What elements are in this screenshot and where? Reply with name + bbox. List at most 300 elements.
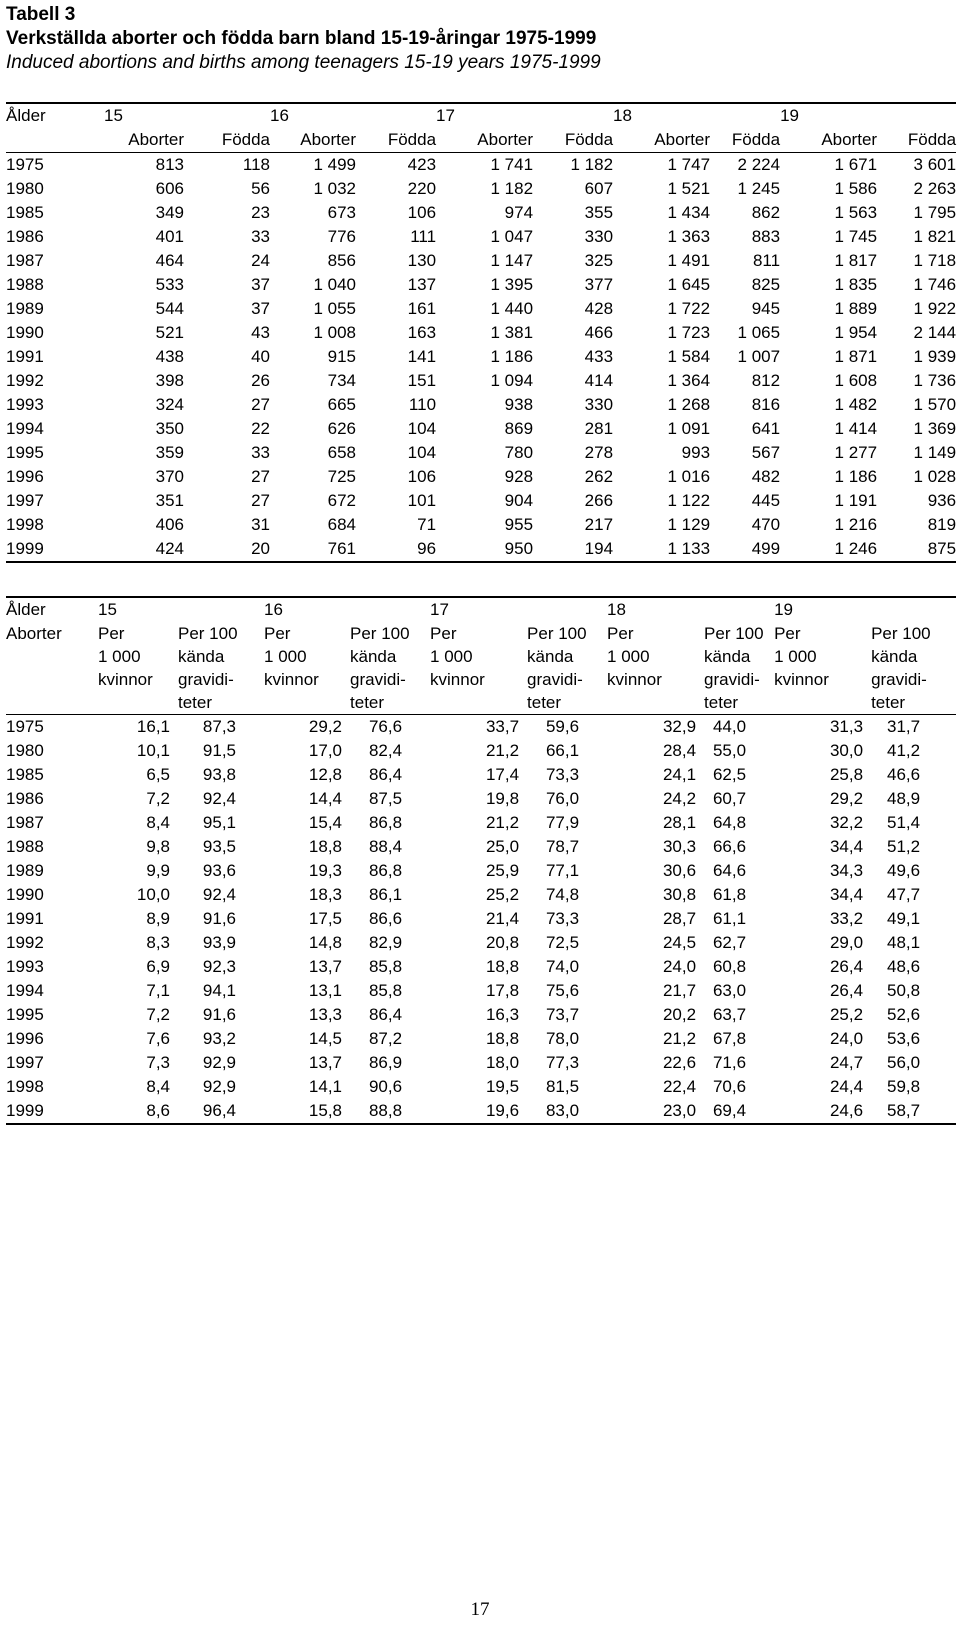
rate-cell: 81,5 bbox=[545, 1077, 580, 1096]
rate-cell: 33,2 bbox=[829, 909, 864, 928]
year-cell: 1990 bbox=[6, 323, 44, 342]
rate-cell: 31,3 bbox=[829, 717, 864, 736]
value-cell: 974 bbox=[504, 203, 534, 222]
value-cell: 482 bbox=[751, 467, 781, 486]
per-100-header: gravidi- bbox=[350, 670, 406, 689]
value-cell: 1 091 bbox=[667, 419, 711, 438]
table-row bbox=[6, 763, 956, 787]
value-cell: 1 723 bbox=[667, 323, 711, 342]
value-cell: 56 bbox=[251, 179, 271, 198]
table-row bbox=[6, 513, 956, 537]
rate-cell: 66,6 bbox=[712, 837, 747, 856]
year-cell: 1998 bbox=[6, 1077, 44, 1096]
value-cell: 330 bbox=[584, 395, 614, 414]
value-cell: 533 bbox=[155, 275, 184, 294]
value-cell: 1 055 bbox=[313, 299, 357, 318]
measure-header: Födda bbox=[877, 128, 956, 153]
rate-cell: 7,3 bbox=[146, 1053, 170, 1072]
rate-cell: 30,6 bbox=[662, 861, 697, 880]
per-100-header: kända bbox=[871, 647, 918, 666]
value-cell: 672 bbox=[327, 491, 357, 510]
value-cell: 1 094 bbox=[490, 371, 534, 390]
rate-cell: 8,6 bbox=[146, 1101, 170, 1120]
per-1000-header: 1 000 bbox=[264, 647, 307, 666]
rate-cell: 17,0 bbox=[308, 741, 343, 760]
table-row bbox=[6, 859, 956, 883]
rate-cell: 56,0 bbox=[886, 1053, 921, 1072]
rate-cell: 12,8 bbox=[308, 765, 343, 784]
value-cell: 26 bbox=[251, 371, 271, 390]
rate-cell: 85,8 bbox=[368, 981, 403, 1000]
year-cell: 1991 bbox=[6, 347, 44, 366]
rate-cell: 72,5 bbox=[545, 933, 580, 952]
rate-cell: 15,4 bbox=[308, 813, 343, 832]
year-cell: 1994 bbox=[6, 981, 44, 1000]
rate-cell: 60,7 bbox=[712, 789, 747, 808]
value-cell: 1 016 bbox=[667, 467, 711, 486]
value-cell: 684 bbox=[327, 515, 357, 534]
value-cell: 33 bbox=[251, 227, 271, 246]
per-1000-header: kvinnor bbox=[607, 670, 662, 689]
value-cell: 1 186 bbox=[834, 467, 878, 486]
value-cell: 1 245 bbox=[737, 179, 781, 198]
rate-cell: 24,4 bbox=[829, 1077, 864, 1096]
per-1000-header: kvinnor bbox=[98, 670, 153, 689]
per-100-header: Per 100 bbox=[350, 624, 410, 643]
value-cell: 1 364 bbox=[667, 371, 711, 390]
per-100-header: Per 100 bbox=[527, 624, 587, 643]
year-cell: 1980 bbox=[6, 741, 44, 760]
year-cell: 1998 bbox=[6, 515, 44, 534]
table-row bbox=[6, 177, 956, 201]
rate-cell: 61,8 bbox=[712, 885, 747, 904]
header-spacer bbox=[6, 668, 98, 691]
rate-cell: 47,7 bbox=[886, 885, 921, 904]
value-cell: 1 246 bbox=[834, 539, 878, 558]
value-cell: 1 363 bbox=[667, 227, 711, 246]
rate-cell: 93,2 bbox=[202, 1029, 237, 1048]
rate-cell: 87,2 bbox=[368, 1029, 403, 1048]
value-cell: 1 129 bbox=[667, 515, 711, 534]
value-cell: 104 bbox=[407, 419, 437, 438]
value-cell: 606 bbox=[155, 179, 184, 198]
per-1000-header bbox=[774, 691, 871, 715]
rate-cell: 73,3 bbox=[545, 909, 580, 928]
value-cell: 470 bbox=[751, 515, 781, 534]
per-1000-header: Per bbox=[607, 624, 634, 643]
value-cell: 325 bbox=[584, 251, 614, 270]
rate-cell: 62,5 bbox=[712, 765, 747, 784]
value-cell: 1 032 bbox=[313, 179, 357, 198]
value-cell: 71 bbox=[417, 515, 437, 534]
value-cell: 1 795 bbox=[913, 203, 957, 222]
value-cell: 1 149 bbox=[913, 443, 957, 462]
rate-cell: 88,4 bbox=[368, 837, 403, 856]
rate-cell: 74,8 bbox=[545, 885, 580, 904]
value-cell: 1 570 bbox=[913, 395, 957, 414]
rate-cell: 25,2 bbox=[485, 885, 520, 904]
value-cell: 104 bbox=[407, 443, 437, 462]
value-cell: 1 395 bbox=[490, 275, 534, 294]
value-cell: 499 bbox=[751, 539, 781, 558]
table-row bbox=[6, 249, 956, 273]
rate-header-row bbox=[6, 668, 956, 691]
table-row bbox=[6, 1099, 956, 1124]
table-row bbox=[6, 931, 956, 955]
table-row bbox=[6, 321, 956, 345]
rate-cell: 85,8 bbox=[368, 957, 403, 976]
year-cell: 1989 bbox=[6, 299, 44, 318]
rate-cell: 21,7 bbox=[662, 981, 697, 1000]
year-cell: 1986 bbox=[6, 227, 44, 246]
rate-cell: 58,7 bbox=[886, 1101, 921, 1120]
per-100-header: kända bbox=[178, 647, 225, 666]
value-cell: 37 bbox=[251, 299, 271, 318]
value-cell: 1 122 bbox=[667, 491, 711, 510]
age-label: Ålder bbox=[6, 600, 46, 619]
year-cell: 1988 bbox=[6, 275, 44, 294]
value-cell: 1 182 bbox=[490, 179, 534, 198]
value-cell: 1 491 bbox=[667, 251, 711, 270]
year-cell: 1985 bbox=[6, 765, 44, 784]
rate-cell: 86,8 bbox=[368, 861, 403, 880]
rate-cell: 77,9 bbox=[545, 813, 580, 832]
rate-cell: 29,0 bbox=[829, 933, 864, 952]
per-1000-header: 1 000 bbox=[607, 647, 650, 666]
value-cell: 406 bbox=[155, 515, 184, 534]
rate-cell: 55,0 bbox=[712, 741, 747, 760]
value-cell: 1 584 bbox=[667, 347, 711, 366]
year-cell: 1992 bbox=[6, 933, 44, 952]
value-cell: 1 817 bbox=[834, 251, 878, 270]
rate-cell: 70,6 bbox=[712, 1077, 747, 1096]
rate-cell: 77,1 bbox=[545, 861, 580, 880]
value-cell: 1 414 bbox=[834, 419, 878, 438]
value-cell: 1 835 bbox=[834, 275, 878, 294]
value-cell: 424 bbox=[155, 539, 184, 558]
per-100-header: kända bbox=[704, 647, 751, 666]
rate-cell: 94,1 bbox=[202, 981, 237, 1000]
rate-cell: 34,4 bbox=[829, 837, 864, 856]
year-cell: 1988 bbox=[6, 837, 44, 856]
year-cell: 1999 bbox=[6, 539, 44, 558]
rate-cell: 8,3 bbox=[146, 933, 170, 952]
rate-cell: 82,9 bbox=[368, 933, 403, 952]
table-title-english: Induced abortions and births among teenagers 15-19 years 1975-1999 bbox=[6, 52, 601, 73]
rate-cell: 13,7 bbox=[308, 957, 343, 976]
value-cell: 1 133 bbox=[667, 539, 711, 558]
value-cell: 1 939 bbox=[913, 347, 957, 366]
per-100-header: Per 100 bbox=[704, 624, 764, 643]
rate-cell: 19,6 bbox=[485, 1101, 520, 1120]
value-cell: 1 722 bbox=[667, 299, 711, 318]
value-cell: 819 bbox=[927, 515, 957, 534]
value-cell: 869 bbox=[504, 419, 534, 438]
per-100-header: teter bbox=[527, 691, 607, 715]
rate-cell: 96,4 bbox=[202, 1101, 237, 1120]
value-cell: 928 bbox=[504, 467, 534, 486]
value-cell: 607 bbox=[584, 179, 614, 198]
year-cell: 1999 bbox=[6, 1101, 44, 1120]
rate-cell: 22,4 bbox=[662, 1077, 697, 1096]
year-cell: 1996 bbox=[6, 467, 44, 486]
table-row bbox=[6, 225, 956, 249]
value-cell: 2 263 bbox=[913, 179, 957, 198]
value-cell: 1 821 bbox=[913, 227, 957, 246]
per-100-header: kända bbox=[527, 647, 574, 666]
age-group-17: 17 bbox=[430, 600, 449, 619]
rate-cell: 16,1 bbox=[136, 717, 170, 736]
value-cell: 40 bbox=[251, 347, 271, 366]
per-1000-header: 1 000 bbox=[430, 647, 473, 666]
table-row bbox=[6, 1075, 956, 1099]
year-cell: 1994 bbox=[6, 419, 44, 438]
value-cell: 1 741 bbox=[490, 155, 534, 174]
value-cell: 816 bbox=[751, 395, 781, 414]
rate-cell: 24,5 bbox=[662, 933, 697, 952]
rate-cell: 24,2 bbox=[662, 789, 697, 808]
age-group-19: 19 bbox=[774, 600, 793, 619]
rate-cell: 18,0 bbox=[485, 1053, 520, 1072]
rate-cell: 8,4 bbox=[146, 813, 170, 832]
rate-cell: 28,4 bbox=[662, 741, 697, 760]
value-cell: 993 bbox=[681, 443, 711, 462]
value-cell: 445 bbox=[751, 491, 781, 510]
year-cell: 1985 bbox=[6, 203, 44, 222]
table-row bbox=[6, 787, 956, 811]
value-cell: 1 008 bbox=[313, 323, 357, 342]
value-cell: 673 bbox=[327, 203, 357, 222]
rate-cell: 31,7 bbox=[886, 717, 921, 736]
rate-cell: 86,9 bbox=[368, 1053, 403, 1072]
value-cell: 1 608 bbox=[834, 371, 878, 390]
rate-cell: 19,3 bbox=[308, 861, 343, 880]
value-cell: 1 381 bbox=[490, 323, 534, 342]
value-cell: 955 bbox=[504, 515, 534, 534]
value-cell: 567 bbox=[751, 443, 781, 462]
per-100-header: teter bbox=[704, 691, 774, 715]
measure-header-row bbox=[6, 128, 956, 153]
rate-cell: 28,7 bbox=[662, 909, 697, 928]
table-row bbox=[6, 273, 956, 297]
value-cell: 22 bbox=[251, 419, 271, 438]
value-cell: 43 bbox=[251, 323, 271, 342]
rate-cell: 87,5 bbox=[368, 789, 403, 808]
value-cell: 2 224 bbox=[737, 155, 781, 174]
value-cell: 350 bbox=[155, 419, 184, 438]
rate-cell: 7,2 bbox=[146, 789, 170, 808]
value-cell: 20 bbox=[251, 539, 271, 558]
value-cell: 1 645 bbox=[667, 275, 711, 294]
rate-cell: 30,8 bbox=[662, 885, 697, 904]
value-cell: 351 bbox=[155, 491, 184, 510]
measure-header: Aborter bbox=[270, 128, 356, 153]
value-cell: 23 bbox=[251, 203, 271, 222]
value-cell: 521 bbox=[155, 323, 184, 342]
per-1000-header: 1 000 bbox=[774, 647, 817, 666]
rate-cell: 10,1 bbox=[136, 741, 170, 760]
per-100-header: teter bbox=[178, 691, 264, 715]
value-cell: 433 bbox=[584, 347, 614, 366]
value-cell: 110 bbox=[408, 395, 437, 414]
value-cell: 1 586 bbox=[834, 179, 878, 198]
value-cell: 1 671 bbox=[834, 155, 878, 174]
rate-cell: 92,4 bbox=[202, 885, 237, 904]
measure-header: Aborter bbox=[104, 128, 184, 153]
value-cell: 370 bbox=[155, 467, 184, 486]
rate-cell: 93,5 bbox=[202, 837, 237, 856]
rate-cell: 19,5 bbox=[485, 1077, 520, 1096]
age-group-18: 18 bbox=[607, 600, 626, 619]
rate-cell: 14,1 bbox=[308, 1077, 343, 1096]
rate-cell: 9,9 bbox=[146, 861, 170, 880]
per-1000-header: Per bbox=[774, 624, 801, 643]
per-100-header: gravidi- bbox=[527, 670, 583, 689]
value-cell: 904 bbox=[504, 491, 534, 510]
rate-cell: 13,7 bbox=[308, 1053, 343, 1072]
value-cell: 398 bbox=[155, 371, 184, 390]
age-group-15: 15 bbox=[98, 600, 117, 619]
value-cell: 658 bbox=[327, 443, 357, 462]
rate-cell: 92,4 bbox=[202, 789, 237, 808]
value-cell: 1 746 bbox=[913, 275, 957, 294]
value-cell: 24 bbox=[251, 251, 271, 270]
rate-cell: 25,0 bbox=[485, 837, 520, 856]
table-row bbox=[6, 441, 956, 465]
per-100-header: Per 100 bbox=[871, 624, 931, 643]
value-cell: 1 871 bbox=[834, 347, 878, 366]
value-cell: 1 047 bbox=[490, 227, 534, 246]
age-label: Ålder bbox=[6, 106, 46, 125]
year-cell: 1990 bbox=[6, 885, 44, 904]
value-cell: 725 bbox=[327, 467, 357, 486]
rate-cell: 77,3 bbox=[545, 1053, 580, 1072]
rate-cell: 25,8 bbox=[829, 765, 864, 784]
rate-cell: 18,8 bbox=[485, 957, 520, 976]
value-cell: 1 277 bbox=[834, 443, 878, 462]
year-cell: 1980 bbox=[6, 179, 44, 198]
value-cell: 130 bbox=[407, 251, 437, 270]
rate-cell: 51,4 bbox=[886, 813, 921, 832]
year-cell: 1993 bbox=[6, 395, 44, 414]
rate-cell: 73,7 bbox=[545, 1005, 580, 1024]
rate-cell: 7,1 bbox=[146, 981, 170, 1000]
year-cell: 1992 bbox=[6, 371, 44, 390]
value-cell: 1 745 bbox=[834, 227, 878, 246]
value-cell: 111 bbox=[410, 227, 437, 246]
value-cell: 1 747 bbox=[667, 155, 711, 174]
table-row bbox=[6, 739, 956, 763]
year-cell: 1996 bbox=[6, 1029, 44, 1048]
value-cell: 324 bbox=[155, 395, 184, 414]
header-spacer bbox=[6, 645, 98, 668]
rate-cell: 86,4 bbox=[368, 1005, 403, 1024]
value-cell: 1 736 bbox=[913, 371, 957, 390]
per-1000-header: 1 000 bbox=[98, 647, 141, 666]
table-row bbox=[6, 1027, 956, 1051]
value-cell: 27 bbox=[251, 395, 271, 414]
year-column-header bbox=[6, 128, 104, 153]
rate-cell: 24,0 bbox=[829, 1029, 864, 1048]
rate-cell: 91,6 bbox=[202, 1005, 237, 1024]
rate-cell: 9,8 bbox=[146, 837, 170, 856]
value-cell: 163 bbox=[407, 323, 437, 342]
age-group-15: 15 bbox=[104, 106, 123, 125]
value-cell: 438 bbox=[155, 347, 184, 366]
value-cell: 281 bbox=[584, 419, 614, 438]
value-cell: 936 bbox=[927, 491, 957, 510]
rate-cell: 20,8 bbox=[485, 933, 520, 952]
age-group-19: 19 bbox=[780, 106, 799, 125]
year-cell: 1995 bbox=[6, 1005, 44, 1024]
rate-cell: 30,3 bbox=[662, 837, 697, 856]
value-cell: 1 563 bbox=[834, 203, 878, 222]
value-cell: 1 028 bbox=[913, 467, 957, 486]
value-cell: 1 216 bbox=[834, 515, 878, 534]
table-title-swedish: Verkställda aborter och födda barn bland 15-19-åringar 1975-1999 bbox=[6, 28, 597, 49]
rate-header-row bbox=[6, 691, 956, 715]
rate-cell: 49,6 bbox=[886, 861, 921, 880]
value-cell: 1 191 bbox=[834, 491, 878, 510]
age-header-row bbox=[6, 103, 956, 128]
rate-cell: 13,3 bbox=[308, 1005, 343, 1024]
value-cell: 641 bbox=[751, 419, 781, 438]
year-cell: 1989 bbox=[6, 861, 44, 880]
rate-cell: 60,8 bbox=[712, 957, 747, 976]
year-cell: 1987 bbox=[6, 813, 44, 832]
rate-cell: 24,1 bbox=[662, 765, 697, 784]
value-cell: 856 bbox=[327, 251, 357, 270]
table-row bbox=[6, 153, 956, 178]
rate-cell: 86,4 bbox=[368, 765, 403, 784]
rate-cell: 49,1 bbox=[886, 909, 921, 928]
age-header-row bbox=[6, 597, 956, 622]
per-1000-header bbox=[430, 691, 527, 715]
per-1000-header: kvinnor bbox=[430, 670, 485, 689]
rate-cell: 8,9 bbox=[146, 909, 170, 928]
rate-cell: 20,2 bbox=[662, 1005, 697, 1024]
rate-cell: 86,6 bbox=[368, 909, 403, 928]
rate-cell: 91,5 bbox=[202, 741, 237, 760]
value-cell: 349 bbox=[155, 203, 184, 222]
rate-cell: 21,2 bbox=[662, 1029, 697, 1048]
rate-cell: 8,4 bbox=[146, 1077, 170, 1096]
rate-cell: 76,0 bbox=[545, 789, 580, 808]
per-100-header: teter bbox=[350, 691, 430, 715]
header-spacer bbox=[6, 691, 98, 715]
value-cell: 161 bbox=[407, 299, 437, 318]
value-cell: 414 bbox=[584, 371, 614, 390]
row-label-aborter: Aborter bbox=[6, 624, 62, 643]
year-cell: 1997 bbox=[6, 491, 44, 510]
per-1000-header bbox=[264, 691, 350, 715]
table-row bbox=[6, 297, 956, 321]
value-cell: 1 499 bbox=[313, 155, 357, 174]
rate-cell: 30,0 bbox=[829, 741, 864, 760]
rate-cell: 32,9 bbox=[662, 717, 697, 736]
per-1000-header: Per bbox=[430, 624, 457, 643]
value-cell: 262 bbox=[584, 467, 614, 486]
rate-cell: 82,4 bbox=[368, 741, 403, 760]
rate-cell: 92,3 bbox=[202, 957, 237, 976]
value-cell: 330 bbox=[584, 227, 614, 246]
value-cell: 1 521 bbox=[667, 179, 711, 198]
value-cell: 194 bbox=[584, 539, 614, 558]
abortions-births-table bbox=[6, 102, 956, 563]
value-cell: 1 186 bbox=[490, 347, 534, 366]
value-cell: 1 007 bbox=[737, 347, 781, 366]
value-cell: 118 bbox=[242, 155, 271, 174]
